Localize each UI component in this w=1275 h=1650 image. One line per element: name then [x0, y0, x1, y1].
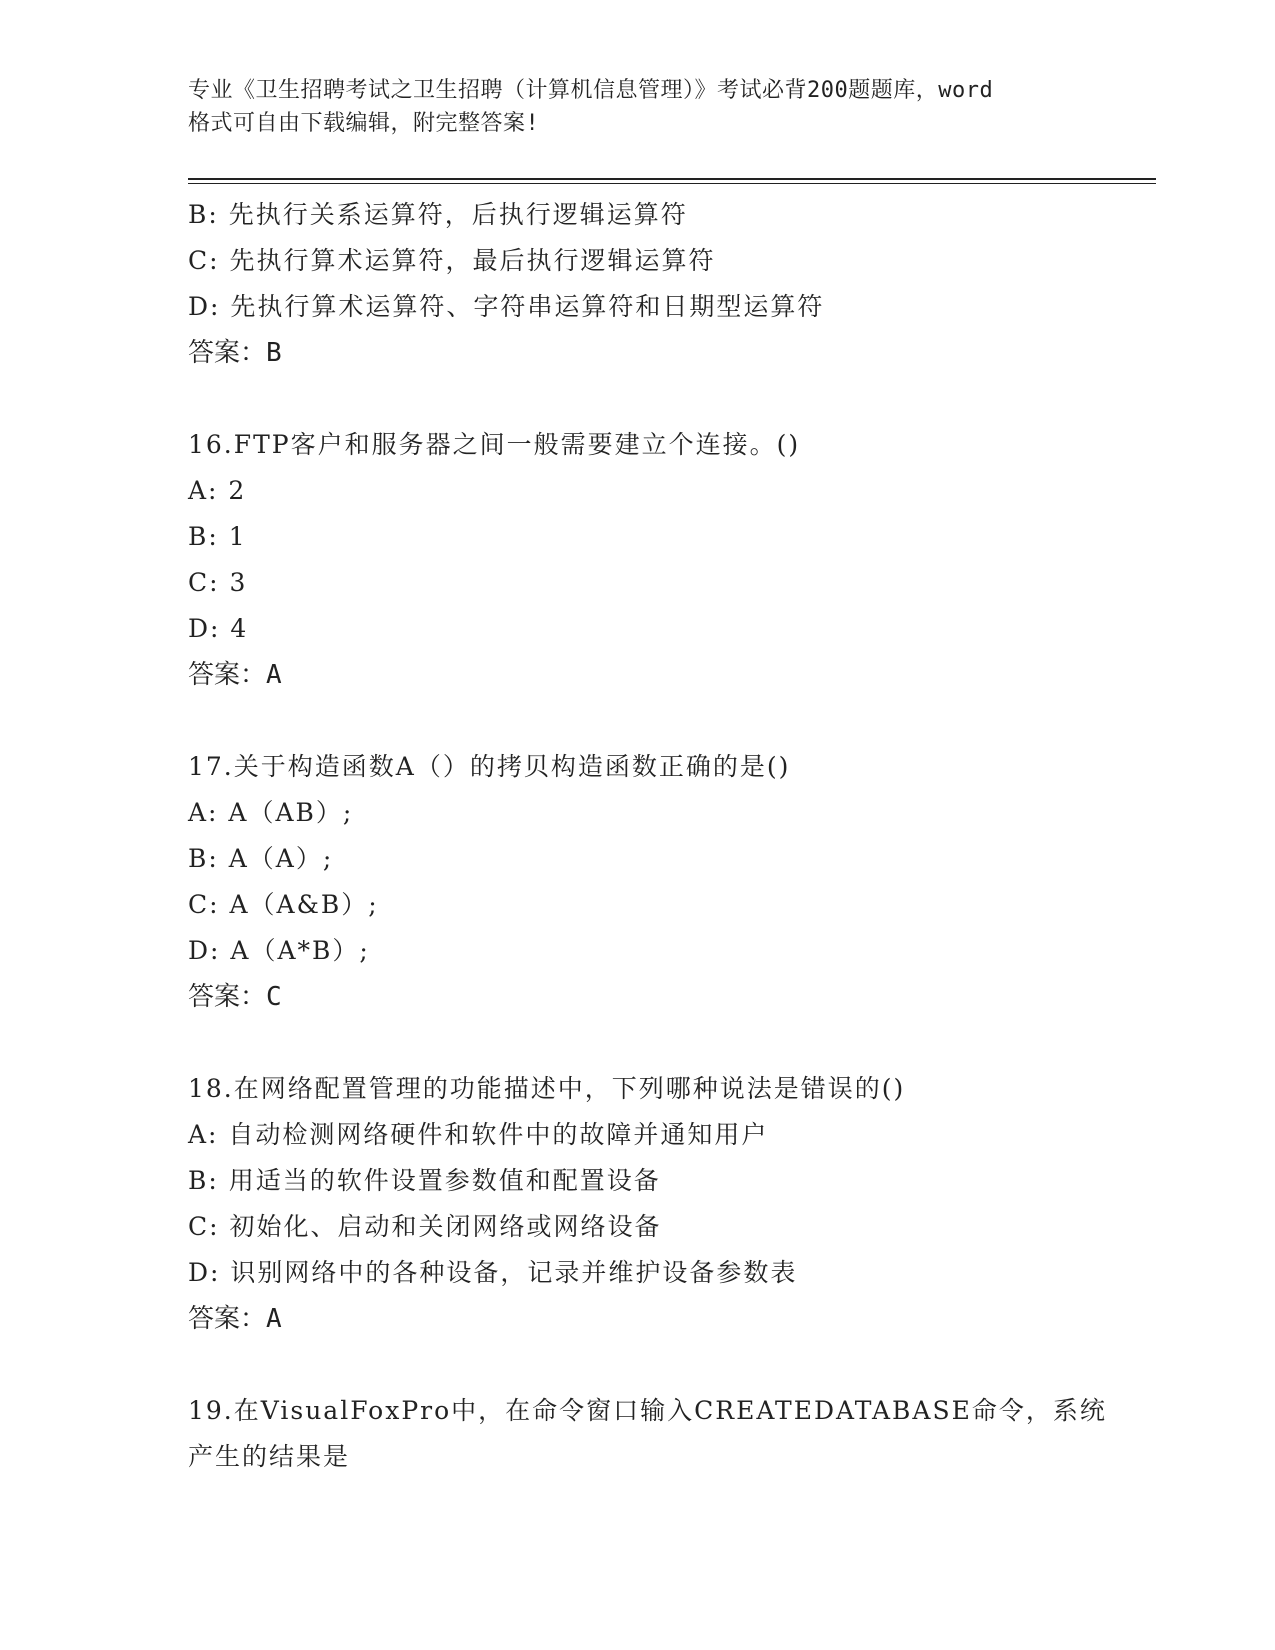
- question-text: 18.在网络配置管理的功能描述中，下列哪种说法是错误的(): [188, 1074, 906, 1103]
- header-line-2: 格式可自由下载编辑，附完整答案!: [188, 111, 540, 136]
- question-text-line-2: 产生的结果是: [188, 1442, 351, 1471]
- prev-question: [188, 192, 1108, 376]
- option-c: C: A（A&B）;: [188, 890, 379, 919]
- question-text: 17.关于构造函数A（）的拷贝构造函数正确的是(): [188, 752, 791, 781]
- header-rule-thin: [188, 183, 1156, 184]
- option-c: C: 先执行算术运算符，最后执行逻辑运算符: [188, 246, 716, 275]
- answer: 答案：B: [188, 338, 282, 368]
- question-text: 16.FTP客户和服务器之间一般需要建立个连接。(): [188, 430, 801, 459]
- option-d: D: 识别网络中的各种设备，记录并维护设备参数表: [188, 1258, 798, 1287]
- option-b: B: 用适当的软件设置参数值和配置设备: [188, 1166, 661, 1195]
- answer: 答案：A: [188, 660, 282, 690]
- option-c: C: 初始化、启动和关闭网络或网络设备: [188, 1212, 662, 1241]
- option-d: D: 4: [188, 614, 249, 643]
- option-a: A: 2: [188, 476, 247, 505]
- document-header: [188, 74, 1088, 140]
- question-19: [188, 1388, 1108, 1480]
- option-b: B: A（A）;: [188, 844, 334, 873]
- header-rule-thick: [188, 178, 1156, 180]
- option-d: D: 先执行算术运算符、字符串运算符和日期型运算符: [188, 292, 825, 321]
- answer: 答案：C: [188, 982, 282, 1012]
- question-17: [188, 744, 1108, 1020]
- option-d: D: A（A*B）;: [188, 936, 370, 965]
- option-a: A: 自动检测网络硬件和软件中的故障并通知用户: [188, 1120, 769, 1149]
- header-line-1: 专业《卫生招聘考试之卫生招聘（计算机信息管理）》考试必背200题题库，word: [188, 78, 994, 103]
- question-text-line-1: 19.在VisualFoxPro中，在命令窗口输入CREATEDATABASE命令，系统: [188, 1396, 1107, 1425]
- answer: 答案：A: [188, 1304, 282, 1334]
- option-b: B: 1: [188, 522, 247, 551]
- option-a: A: A（AB）;: [188, 798, 354, 827]
- question-18: [188, 1066, 1108, 1342]
- question-16: [188, 422, 1108, 698]
- question-list: [188, 192, 1108, 1480]
- option-c: C: 3: [188, 568, 248, 597]
- option-b: B: 先执行关系运算符，后执行逻辑运算符: [188, 200, 688, 229]
